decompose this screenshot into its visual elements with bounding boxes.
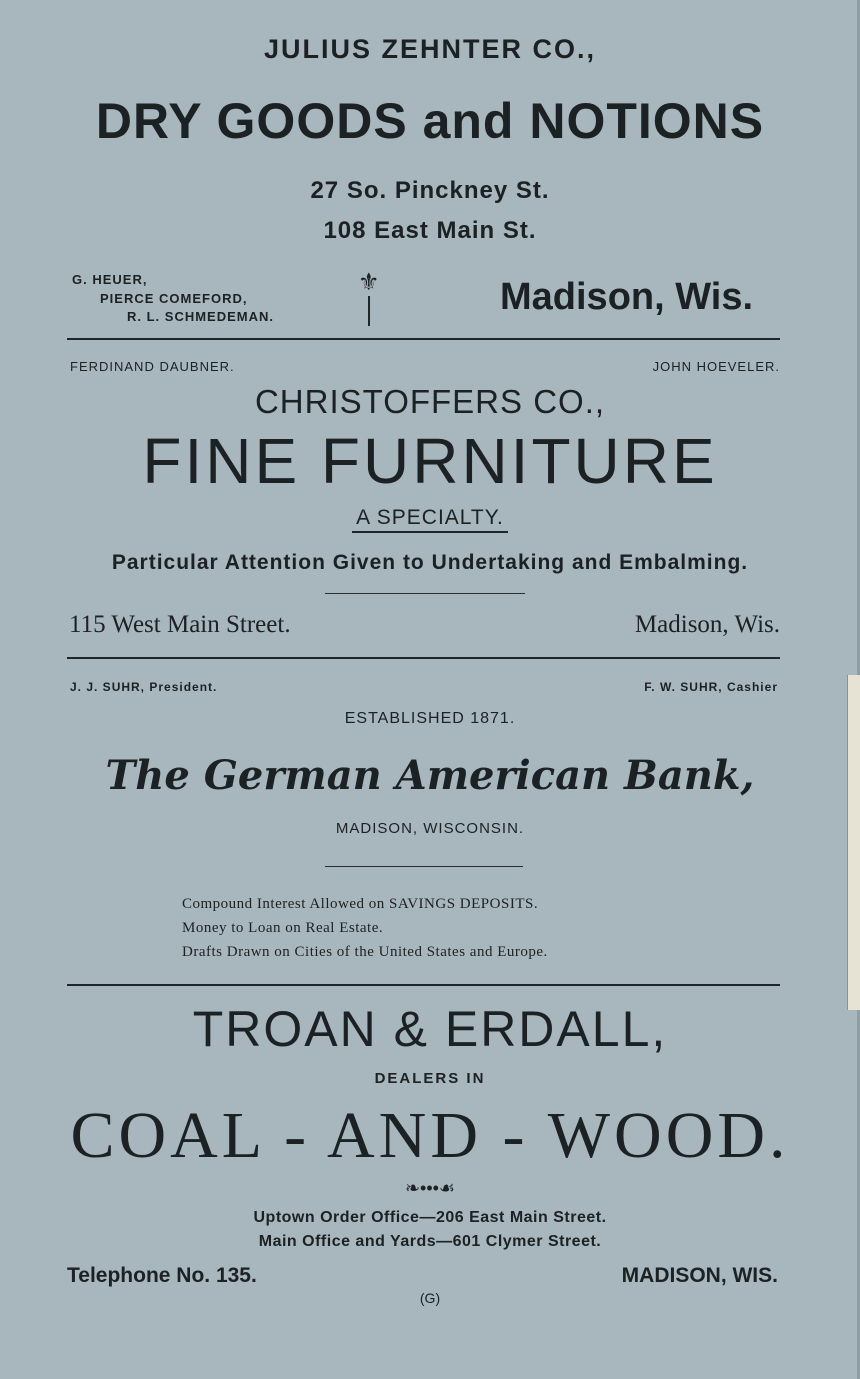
bank-service-3: Drafts Drawn on Cities of the United States and Europe.: [182, 944, 548, 960]
zehnter-city: Madison, Wis.: [500, 276, 754, 318]
christoffers-attention: Particular Attention Given to Undertaking and Embalming.: [111, 551, 749, 574]
christoffers-specialty-text: A SPECIALTY.: [352, 506, 508, 533]
troan-dealers-in: DEALERS IN: [374, 1070, 486, 1087]
troan-headline: COAL - AND - WOOD.: [70, 1099, 790, 1172]
zehnter-staff-2: PIERCE COMEFORD,: [100, 291, 248, 306]
christoffers-headline: FINE FURNITURE: [142, 425, 718, 497]
divider-rule: [67, 657, 780, 659]
short-rule: [325, 593, 525, 594]
christoffers-address: 115 West Main Street.: [69, 611, 291, 638]
zehnter-company-name: JULIUS ZEHNTER CO.,: [263, 34, 597, 64]
zehnter-staff-1: G. HEUER,: [72, 272, 148, 287]
bank-cashier: F. W. SUHR, Cashier: [644, 680, 778, 694]
troan-city: MADISON, WIS.: [621, 1264, 778, 1287]
zehnter-staff-3: R. L. SCHMEDEMAN.: [127, 309, 274, 324]
ornament-stem: [368, 296, 370, 326]
christoffers-company-name: CHRISTOFFERS CO.,: [254, 383, 606, 420]
zehnter-address-1: 27 So. Pinckney St.: [310, 177, 550, 204]
page-folio: (G): [419, 1290, 441, 1306]
bank-name: The German American Bank,: [105, 752, 755, 799]
divider-rule: [67, 338, 780, 340]
zehnter-headline: DRY GOODS and NOTIONS: [95, 93, 765, 149]
troan-company-name: TROAN & ERDALL,: [192, 1001, 668, 1057]
bank-service-1: Compound Interest Allowed on SAVINGS DEPOSITS.: [182, 896, 539, 912]
troan-telephone: Telephone No. 135.: [67, 1264, 257, 1287]
christoffers-partner-right: JOHN HOEVELER.: [652, 359, 780, 374]
christoffers-partner-left: FERDINAND DAUBNER.: [70, 359, 235, 374]
fleur-de-lis-icon: ⚜: [358, 269, 380, 296]
bank-service-2: Money to Loan on Real Estate.: [182, 920, 384, 936]
troan-main-office: Main Office and Yards—601 Clymer Street.: [258, 1233, 602, 1250]
christoffers-specialty: [0, 506, 860, 530]
troan-uptown-office: Uptown Order Office—206 East Main Street.: [253, 1209, 607, 1226]
zehnter-address-2: 108 East Main St.: [323, 217, 537, 244]
divider-rule: [67, 984, 780, 986]
bank-president: J. J. SUHR, President.: [70, 680, 218, 694]
short-rule: [325, 866, 523, 867]
ornament-icon: ❧•••☙: [404, 1178, 456, 1198]
bank-established: ESTABLISHED 1871.: [344, 710, 516, 727]
bank-location: MADISON, WISCONSIN.: [335, 820, 525, 837]
christoffers-city: Madison, Wis.: [634, 611, 780, 638]
